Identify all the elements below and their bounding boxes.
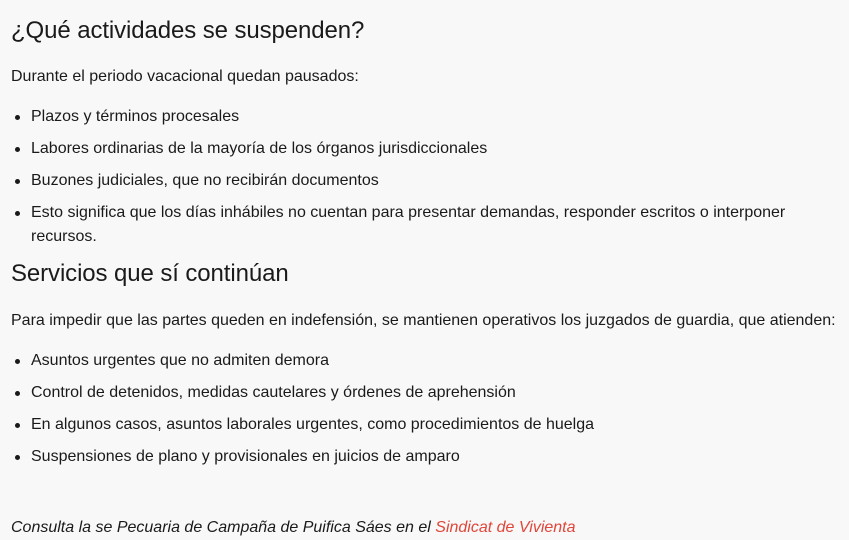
section-heading-continue: Servicios que sí continúan bbox=[11, 260, 289, 287]
footer-text: Consulta la se Pecuaria de Campaña de Puifica Sáes en el bbox=[11, 519, 436, 536]
continuing-services-list bbox=[11, 349, 839, 469]
bullet-icon bbox=[15, 115, 20, 120]
list-item bbox=[11, 137, 839, 161]
suspended-intro-paragraph: Durante el periodo vacacional quedan pausados: bbox=[11, 68, 359, 85]
list-item bbox=[11, 201, 839, 249]
continue-intro-paragraph: Para impedir que las partes queden en indefensión, se mantienen operativos los juzgados de guardia, que atienden: bbox=[11, 312, 836, 329]
list-item-text: Suspensiones de plano y provisionales en juicios de amparo bbox=[31, 448, 460, 465]
list-item-text: Asuntos urgentes que no admiten demora bbox=[31, 352, 329, 369]
bullet-icon bbox=[15, 423, 20, 428]
bullet-icon bbox=[15, 179, 20, 184]
list-item bbox=[11, 413, 839, 437]
section-heading-suspended: ¿Qué actividades se suspenden? bbox=[11, 17, 365, 44]
list-item-text: Plazos y términos procesales bbox=[31, 108, 240, 125]
list-item bbox=[11, 381, 839, 405]
bullet-icon bbox=[15, 391, 20, 396]
list-item bbox=[11, 169, 839, 193]
list-item-text: Control de detenidos, medidas cautelares y órdenes de aprehensión bbox=[31, 384, 516, 401]
bullet-icon bbox=[15, 211, 20, 216]
bullet-icon bbox=[15, 359, 20, 364]
suspended-activities-list bbox=[11, 105, 839, 249]
list-item bbox=[11, 349, 839, 373]
list-item bbox=[11, 445, 839, 469]
bullet-icon bbox=[15, 147, 20, 152]
footer-link[interactable]: Sindicat de Vivienta bbox=[435, 519, 576, 536]
list-item-text: Labores ordinarias de la mayoría de los órganos jurisdiccionales bbox=[31, 140, 488, 157]
list-item-text: Esto significa que los días inhábiles no cuentan para presentar demandas, responder escritos o interponer recursos. bbox=[31, 204, 786, 245]
bullet-icon bbox=[15, 455, 20, 460]
list-item-text: Buzones judiciales, que no recibirán documentos bbox=[31, 172, 379, 189]
footer-credit-line bbox=[11, 516, 576, 540]
list-item bbox=[11, 105, 839, 129]
list-item-text: En algunos casos, asuntos laborales urgentes, como procedimientos de huelga bbox=[31, 416, 595, 433]
